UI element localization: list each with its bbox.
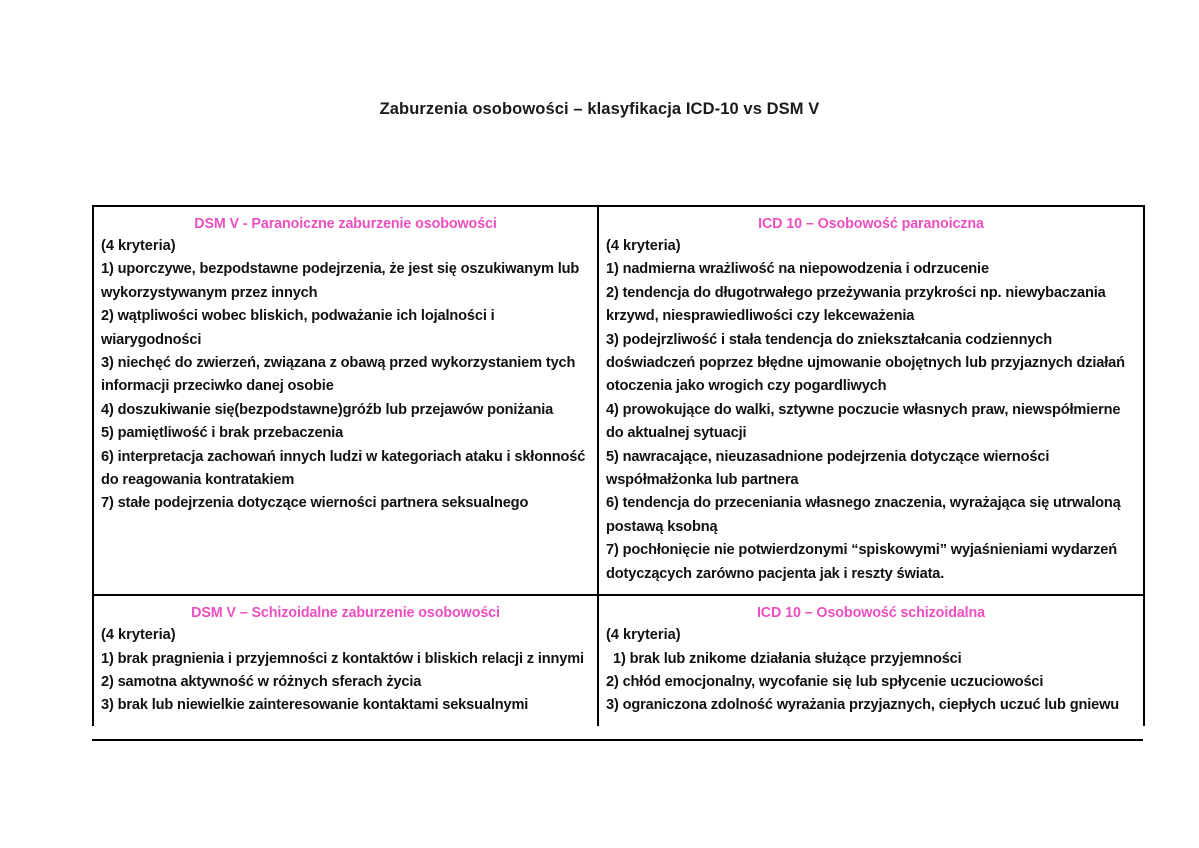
cell-icd-paranoid <box>598 206 1144 595</box>
list-item: 3) brak lub niewielkie zainteresowanie kontaktami seksualnymi <box>101 697 529 714</box>
list-item: 4) prowokujące do walki, sztywne poczucie własnych praw, niewspółmierne do aktualnej sytuacji <box>606 401 1121 442</box>
list-item: 3) ograniczona zdolność wyrażania przyjaznych, ciepłych uczuć lub gniewu <box>606 697 1120 714</box>
criteria-label: (4 kryteria) <box>606 627 681 644</box>
list-item: 5) nawracające, nieuzasadnione podejrzenia dotyczące wierności współmałżonka lub partnera <box>606 448 1050 489</box>
table-row <box>93 206 1144 595</box>
list-item: 7) pochłonięcie nie potwierdzonymi “spiskowymi” wyjaśnieniami wydarzeń dotyczących zarówno pacjenta jak i reszty świata. <box>606 542 1117 582</box>
list-item: 2) samotna aktywność w różnych sferach życia <box>101 673 422 690</box>
cell-body <box>94 235 597 524</box>
column-header-icd-paranoid: ICD 10 – Osobowość paranoiczna <box>758 216 984 232</box>
cell-dsm-schizoid <box>93 595 598 726</box>
cell-body <box>599 235 1143 594</box>
list-item: 1) brak lub znikome działania służące przyjemności <box>613 650 962 667</box>
criteria-list <box>606 258 1136 586</box>
cell-dsm-paranoid <box>93 206 598 595</box>
criteria-list <box>101 258 590 515</box>
list-item: 1) nadmierna wrażliwość na niepowodzenia i odrzucenie <box>606 261 989 278</box>
list-item: 6) tendencja do przeceniania własnego znaczenia, wyrażająca się utrwaloną postawą ksobną <box>606 495 1121 535</box>
list-item: 1) brak pragnienia i przyjemności z kontaktów i bliskich relacji z innymi <box>101 650 584 667</box>
list-item: 7) stałe podejrzenia dotyczące wierności partnera seksualnego <box>101 495 529 512</box>
criteria-list <box>606 648 1136 718</box>
list-item: 2) chłód emocjonalny, wycofanie się lub spłycenie uczuciowości <box>606 673 1044 690</box>
cell-icd-schizoid <box>598 595 1144 726</box>
list-item: 1) uporczywe, bezpodstawne podejrzenia, że jest się oszukiwanym lub wykorzystywanym przez innych <box>101 261 580 301</box>
list-item: 3) podejrzliwość i stała tendencja do zniekształcania codziennych doświadczeń poprzez błędne ujmowanie obojętnych lub przyjaznych działań otoczenia jako wrogich czy pogardliwych <box>606 331 1125 395</box>
page-title: Zaburzenia osobowości – klasyfikacja ICD-10 vs DSM V <box>379 100 820 118</box>
criteria-label: (4 kryteria) <box>101 238 176 254</box>
column-header-dsm-paranoid: DSM V - Paranoiczne zaburzenie osobowości <box>194 216 497 232</box>
criteria-list <box>101 648 590 718</box>
comparison-table <box>92 205 1145 726</box>
list-item: 2) wątpliwości wobec bliskich, podważanie ich lojalności i wiarygodności <box>101 308 495 348</box>
cell-body <box>599 624 1143 726</box>
column-header-icd-schizoid: ICD 10 – Osobowość schizoidalna <box>756 605 986 622</box>
criteria-label: (4 kryteria) <box>101 627 176 644</box>
list-item: 3) niechęć do zwierzeń, związana z obawą przed wykorzystaniem tych informacji przeciwko danej osobie <box>101 355 576 395</box>
table-bottom-edge <box>92 739 1143 741</box>
list-item: 5) pamiętliwość i brak przebaczenia <box>101 425 344 442</box>
criteria-label: (4 kryteria) <box>606 238 681 254</box>
cell-body <box>94 624 597 726</box>
page-bottom-margin <box>0 742 1199 848</box>
list-item: 6) interpretacja zachowań innych ludzi w kategoriach ataku i skłonność do reagowania kontratakiem <box>101 448 586 489</box>
list-item: 4) doszukiwanie się(bezpodstawne)gróźb lub przejawów poniżania <box>101 401 554 418</box>
list-item: 2) tendencja do długotrwałego przeżywania przykrości np. niewybaczania krzywd, niesprawiedliwości czy lekceważenia <box>606 284 1106 325</box>
table-row <box>93 595 1144 726</box>
column-header-dsm-schizoid: DSM V – Schizoidalne zaburzenie osobowości <box>191 605 500 622</box>
